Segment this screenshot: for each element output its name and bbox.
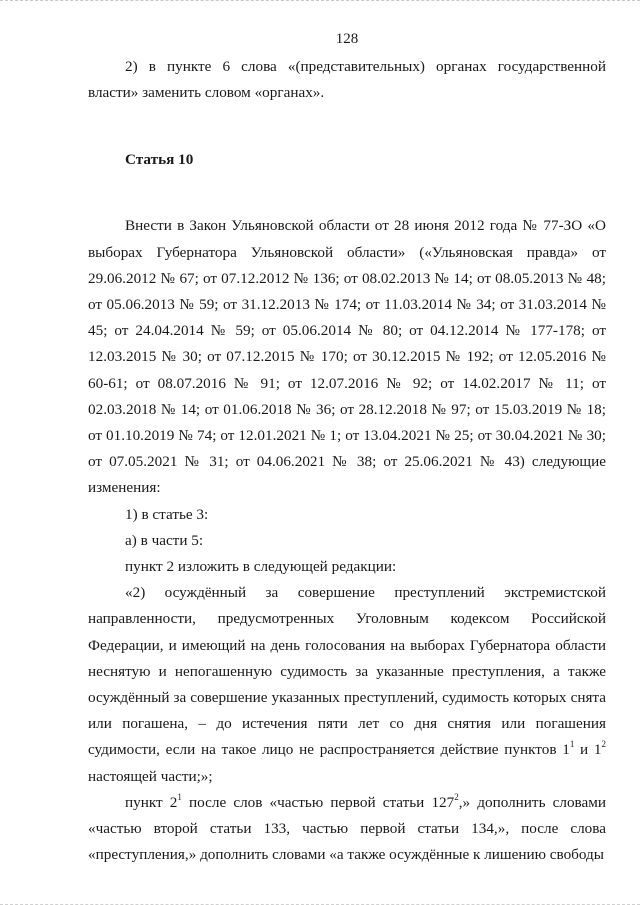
intro-paragraph: 2) в пункте 6 слова «(представительных) органах государственной власти» заменить словом «органах». — [88, 58, 606, 102]
superscript-2: 2 — [601, 739, 606, 750]
scan-bottom-edge — [0, 899, 640, 905]
document-page — [88, 28, 606, 868]
page-number: 128 — [335, 31, 359, 47]
superscript-point21: 1 — [177, 791, 182, 802]
superscript-127: 2 — [454, 791, 459, 802]
quote-text-end: настоящей части;»; — [88, 767, 213, 785]
point21-text-start: пункт 2 — [125, 793, 178, 811]
quote-text-start: «2) осуждённый за совершение преступлений экстремистской направленности, предусмотренных Уголовным кодексом Российской Федерации, и имеющий на день голосования на выборах Губернатора области неснятую и непогашенную судимость за указанные преступления, а также осуждённый за совершение указанных преступлений, судимость которых снята или погашена, – до истечения пяти лет со дня снятия или погашения судимости, если на такое лицо не распространяется действие пунктов 1 — [88, 584, 606, 759]
superscript-1: 1 — [569, 739, 575, 750]
quoted-point-2-text — [88, 580, 606, 790]
main-amendment-paragraph: Внести в Закон Ульяновской области от 28 июня 2012 года № 77-ЗО «О выборах Губернатора Ульяновской области» («Ульяновская правда» от 29.06.2012 № 67; от 07.12.2012 № 136; от 08.02.2013 № 14; от 08.05.2013 № 48; от 05.06.2013 № 59; от 31.12.2013 № 174; от 11.03.2014 № 34; от 31.03.2014 № 45; от 24.04.2014 № 59; от 05.06.2014 № 80; от 04.12.2014 № 177-178; от 12.03.2015 № 30; от 07.12.2015 № 170; от 30.12.2015 № 192; от 12.05.2016 № 60-61; от 08.07.2016 № 91; от 12.07.2016 № 92; от 14.02.2017 № 11; от 02.03.2018 № 14; от 01.06.2018 № 36; от 28.12.2018 № 97; от 15.03.2019 № 18; от 01.10.2019 № 74; от 12.01.2021 № 1; от 13.04.2021 № 25; от 30.04.2021 № 30; от 07.05.2021 № 31; от 04.06.2021 № 38; от 25.06.2021 № 43) следующие изменения: — [88, 217, 606, 497]
point21-text-mid: после слов «частью первой статьи 127 — [181, 793, 455, 811]
article-title: Статья 10 — [125, 151, 194, 169]
list-item-article-3: 1) в статье 3: — [125, 505, 209, 523]
list-item-point-2: пункт 2 изложить в следующей редакции: — [125, 558, 397, 576]
point21-text-end: ,» дополнить словами «частью второй статьи 133, частью первой статьи 134,», после слова «преступления,» дополнить словами «а также осуждённые к лишению свободы — [88, 793, 606, 864]
point-2-1-paragraph — [88, 790, 606, 869]
quote-text-mid: и 1 — [574, 741, 602, 759]
list-item-part-5: а) в части 5: — [125, 531, 204, 549]
scan-top-edge — [0, 0, 640, 6]
